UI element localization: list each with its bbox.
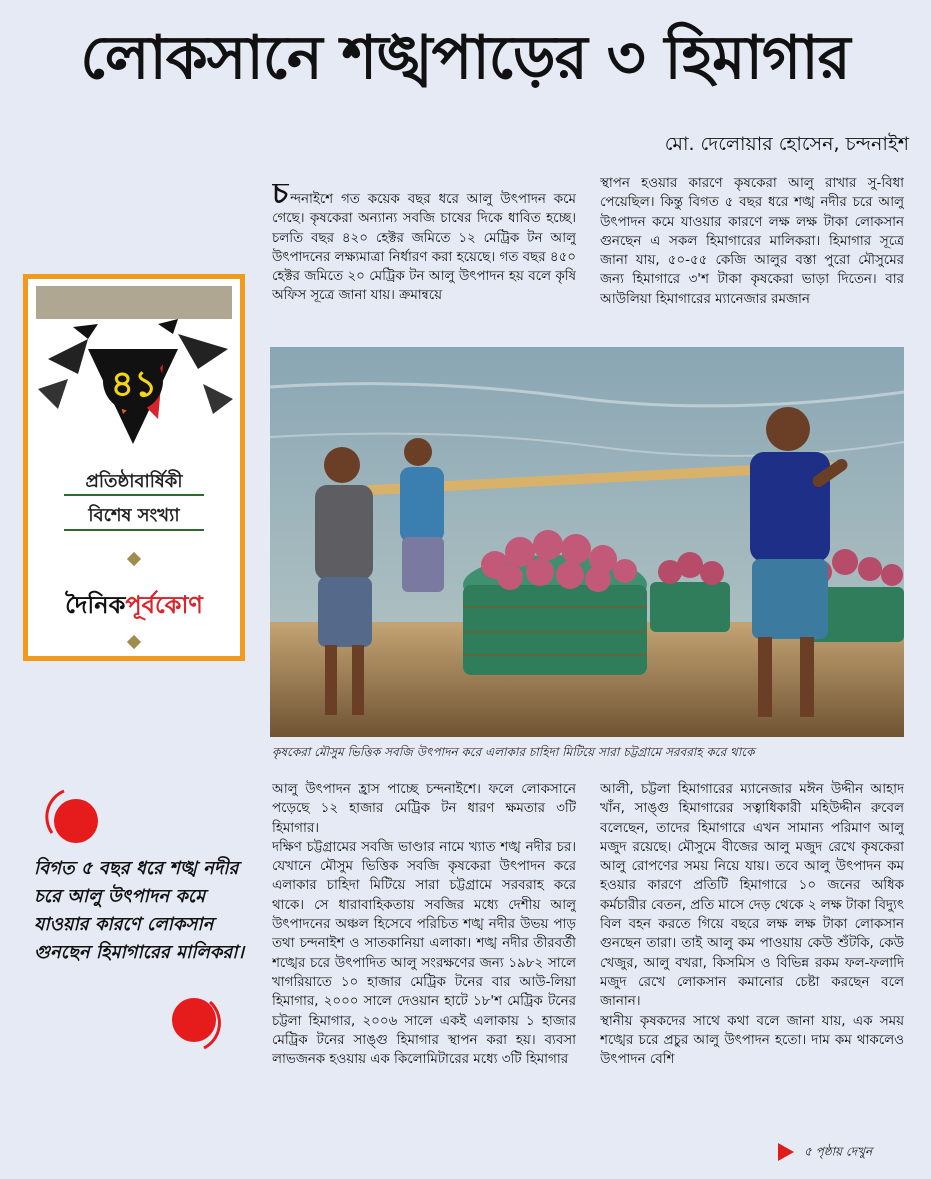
badge-divider	[64, 494, 204, 496]
anniversary-badge	[23, 274, 245, 661]
drop-cap: চ	[272, 184, 289, 211]
article-column-3	[272, 780, 576, 1150]
byline: মো. দেলোয়ার হোসেন, চন্দনাইশ	[664, 133, 909, 155]
badge-line-special-issue: বিশেষ সংখ্যা	[88, 505, 180, 526]
play-triangle-icon	[778, 1143, 794, 1161]
article-column-2	[600, 174, 904, 336]
red-circle-ornament-icon	[44, 787, 104, 851]
badge-divider	[64, 529, 204, 531]
farmers-carrying-baskets-photo	[270, 347, 904, 737]
page-title: লোকসানে শঙ্খপাড়ের ৩ হিমাগার	[80, 23, 850, 93]
red-circle-ornament-icon	[168, 994, 228, 1058]
diamond-ornament-icon	[127, 552, 141, 566]
photo-caption: কৃষকেরা মৌসুম ভিত্তিক সবজি উৎপাদন করে এলাকার চাহিদা মিটিয়ে সারা চট্টগ্রামে সরবরাহ করে থাকে	[272, 745, 755, 759]
continued-on-page	[778, 1143, 872, 1164]
brand-part-dainik: দৈনিক	[65, 591, 126, 619]
badge-line-anniversary: প্রতিষ্ঠাবার্ষিকী	[85, 471, 183, 492]
column-text: ন্দনাইশে গত কয়েক বছর ধরে আলু উৎপাদন কমে গেছে। কৃষকেরা অন্যান্য সবজি চাষের দিকে ধাবিত হচ্ছে। চলতি বছর ৪২০ হেক্টর জমিতে ১২ মেট্রিক টন আলু উৎপাদনের লক্ষ্যমাত্রা নির্ধারণ করা হয়েছে। গত বছর ৪৫০ হেক্টর জমিতে ২০ মেট্রিক টন আলু উৎপাদন হয় বলে কৃষি অফিস সূত্রে জানা যায়। ক্রমান্বয়ে	[272, 192, 576, 304]
paragraph: আলু উৎপাদন হ্রাস পাচ্ছে চন্দনাইশে। ফলে লোকসানে পড়েছে ১২ হাজার মেট্রিক টন ধারণ ক্ষমতার ৩টি হিমাগার।	[272, 782, 576, 836]
article-column-4	[600, 780, 904, 1120]
brand-part-purbokone: পূর্বকোণ	[125, 591, 203, 619]
badge-shards-art	[28, 319, 240, 449]
newspaper-brand	[28, 587, 240, 627]
pull-quote: বিগত ৫ বছর ধরে শঙ্খ নদীর চরে আলু উৎপাদন কমে যাওয়ার কারণে লোকসান গুনছেন হিমাগারের মালিকরা।	[34, 858, 244, 963]
continued-label: ৫ পৃষ্ঠায় দেখুন	[804, 1144, 873, 1159]
article-column-1	[272, 184, 576, 336]
diamond-ornament-icon	[127, 635, 141, 649]
badge-band	[36, 286, 232, 319]
paragraph: স্থানীয় কৃষকদের সাথে কথা বলে জানা যায়, এক সময় শঙ্খের চরে প্রচুর আলু উৎপাদন হতো। দাম কম থাকলেও উৎপাদন বেশি	[600, 1013, 904, 1068]
paragraph: দক্ষিণ চট্টগ্রামের সবজি ভাণ্ডার নামে খ্যাত শঙ্খ নদীর চর। যেখানে মৌসুম ভিত্তিক সবজি কৃষকেরা উৎপাদন করে এলাকার চাহিদা মিটিয়ে সারা চট্টগ্রামে সরবরাহ করে থাকে। সে ধারাবাহিকতায় সবজির মধ্যে দেশীয় আলু উৎপাদনের অঞ্চল হিসেবে পরিচিত শঙ্খ নদীর উভয় পাড় তথা চন্দনাইশ ও সাতকানিয়া এলাকা। শঙ্খ নদীর তীরবর্তী শঙ্খের চরে উৎপাদিত আলু সংরক্ষণের জন্য ১৯৮২ সালে খাগরিয়াতে ১০ হাজার মেট্রিক টনের বার আউ-লিয়া হিমাগার, ২০০০ সালে দেওয়ান হাটে ১৮'শ মেট্রিক টনের চট্টলা হিমাগার, ২০০৬ সালে একই এলাকায় ১ হাজার মেট্রিক টনের সাঙ্গু হিমাগার স্থাপন করা হয়। ব্যবসা লাভজনক হওয়ায় এক কিলোমিটারের মধ্যে ৩টি হিমাগার	[272, 839, 576, 1068]
column-text: স্থাপন হওয়ার কারণে কৃষকেরা আলু রাখার সু-বিধা পেয়েছিল। কিন্তু বিগত ৫ বছর ধরে শঙ্খ নদীর চরে আলু উৎপাদন কমে যাওয়ার কারণে লক্ষ লক্ষ টাকা লোকসান গুনছেন এ সকল হিমাগারের মালিকরা। হিমাগার সূত্রে জানা যায়, ৫০-৫৫ কেজি আলুর বস্তা পুরো মৌসুমের জন্য হিমাগারে ৩'শ টাকা কৃষকেরা ভাড়া দিতেন। বার আউলিয়া হিমাগারের ম্যানেজার রমজান	[600, 176, 904, 307]
paragraph: আলী, চট্টলা হিমাগারের ম্যানেজার মঈন উদ্দীন আহাদ খাঁন, সাঙ্গু হিমাগারের সত্বাধিকারী মহিউদ্দীন রুবেল বলেছেন, তাদের হিমাগারে এখন সামান্য পরিমাণ আলু মজুদ রয়েছে। মৌসুমে বীজের আলু মজুদ রেখে কৃষকেরা আলু রোপণের সময় নিয়ে যায়। তবে আলু উৎপাদন কম হওয়ার কারণে প্রতিটি হিমাগারে ১০ জনের অধিক কর্মচারীর বেতন, প্রতি মাসে দেড় থেকে ২ লক্ষ টাকা বিদ্যুৎ বিল বহন করতে গিয়ে বছরে লক্ষ লক্ষ টাকা লোকসান গুনছেন তারা। তাই আলু কম পাওয়ায় কেউ শুঁটকি, কেউ খেজুর, আলু বখরা, কিসমিস ও বিভিন্ন রকম ফল-ফলাদি মজুদ রেখে লোকসান কমানোর চেষ্টা করছেন বলে জানান।	[600, 782, 904, 1010]
anniversary-number: ৪১	[110, 364, 158, 405]
